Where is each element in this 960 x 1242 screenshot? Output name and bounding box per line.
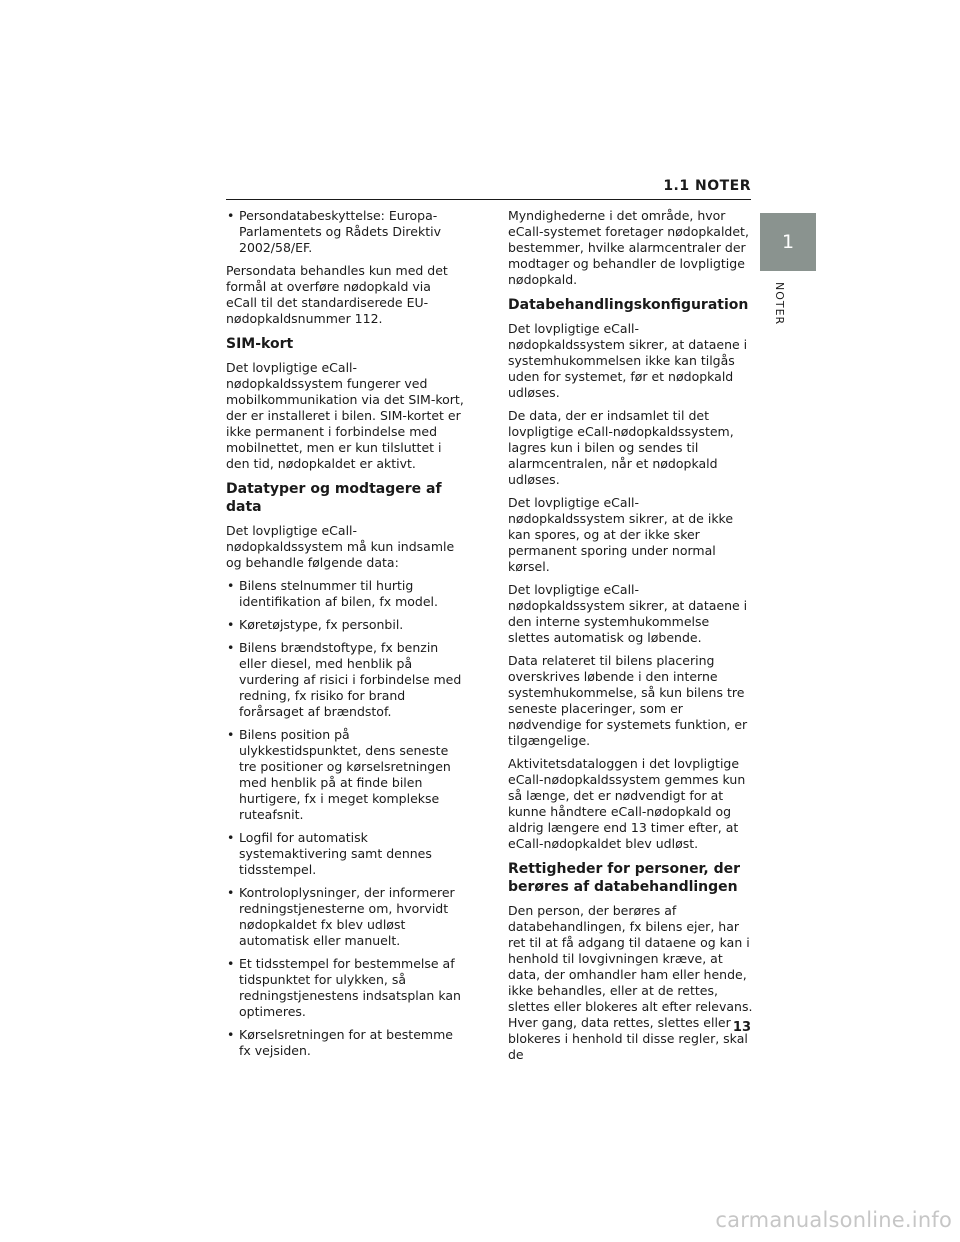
paragraph: Persondata behandles kun med det formål at overføre nødopkald via eCall til det standardiserede EU-nødopkaldsnummer 112. xyxy=(226,263,448,326)
paragraph: Myndighederne i det område, hvor eCall-systemet foretager nødopkaldet, bestemmer, hvilke alarmcentraler der modtager og behandler de lovpligtige nødopkald. xyxy=(508,208,749,287)
right-column xyxy=(508,208,754,1070)
paragraph: Det lovpligtige eCall-nødopkaldssystem må kun indsamle og behandle følgende data: xyxy=(226,523,455,570)
list-item: • Bilens brændstoftype, fx benzin eller diesel, med henblik på vurdering af risici i forbindelse med redning, fx risiko for brand forårsaget af brændstof. xyxy=(226,640,464,720)
list-item: • Bilens position på ulykkestidspunktet, dens seneste tre positioner og kørselsretningen med henblik på at finde bilen hurtigere, fx i meget komplekse ruteafsnit. xyxy=(226,727,464,823)
chapter-label: NOTER xyxy=(773,282,786,326)
heading-data-types: Datatyper og modtagere af data xyxy=(226,481,442,515)
list-item: • Køretøjstype, fx personbil. xyxy=(226,617,464,633)
section-title: 1.1 NOTER xyxy=(663,178,751,194)
page-number: 13 xyxy=(732,1020,751,1035)
top-bullet-list xyxy=(226,208,464,256)
paragraph: Det lovpligtige eCall-nødopkaldssystem sikrer, at dataene i systemhukommelsen ikke kan tilgås uden for systemet, før et nødopkald udløses. xyxy=(508,321,748,400)
data-types-list xyxy=(226,578,464,1059)
chapter-tab xyxy=(760,213,816,271)
paragraph: Det lovpligtige eCall-nødopkaldssystem fungerer ved mobilkommunikation via det SIM-kort, der er installeret i bilen. SIM-kortet er ikke permanent i forbindelse med mobilnettet, men er kun tilsluttet i den tid, nødopkaldet er aktivt. xyxy=(226,360,464,471)
paragraph: De data, der er indsamlet til det lovpligtige eCall-nødopkaldssystem, lagres kun i bilen og sendes til alarmcentralen, når et nødopkald udløses. xyxy=(508,408,734,487)
list-item: • Bilens stelnummer til hurtig identifikation af bilen, fx model. xyxy=(226,578,464,610)
paragraph: Aktivitetsdataloggen i det lovpligtige eCall-nødopkaldssystem gemmes kun så længe, det er nødvendigt for at kunne håndtere eCall-nødopkald og aldrig længere end 13 timer efter, at eCall-nødopkaldet blev udløst. xyxy=(508,756,746,851)
header-divider xyxy=(226,199,751,200)
list-item: • Logfil for automatisk systemaktivering samt dennes tidsstempel. xyxy=(226,830,464,878)
heading-rights: Rettigheder for personer, der berøres af databehandlingen xyxy=(508,861,741,895)
paragraph: Den person, der berøres af databehandlingen, fx bilens ejer, har ret til at få adgang til dataene og kan i henhold til lovgivningen kræve, at data, der omhandler ham eller hende, ikke behandles, eller at de rettes, slettes eller blokeres alt efter relevans. Hver gang, data rettes, slettes eller blokeres i henhold til disse regler, skal de xyxy=(508,903,753,1062)
paragraph: Data relateret til bilens placering overskrives løbende i den interne systemhukommelse, så kun bilens tre seneste placeringer, som er nødvendige for systemets funktion, er tilgængelige. xyxy=(508,653,748,748)
heading-data-processing-config: Databehandlingskonfiguration xyxy=(508,297,749,313)
list-item: • Et tidsstempel for bestemmelse af tidspunktet for ulykken, så redningstjenestens indsatsplan kan optimeres. xyxy=(226,956,464,1020)
paragraph: Det lovpligtige eCall-nødopkaldssystem sikrer, at dataene i den interne systemhukommelse slettes automatisk og løbende. xyxy=(508,582,748,645)
heading-sim-card: SIM-kort xyxy=(226,336,294,352)
watermark: carmanualsonline.info xyxy=(715,1208,952,1232)
list-item: • Kontroloplysninger, der informerer redningstjenesterne om, hvorvidt nødopkaldet fx blev udløst automatisk eller manuelt. xyxy=(226,885,464,949)
paragraph: Det lovpligtige eCall-nødopkaldssystem sikrer, at de ikke kan spores, og at der ikke sker permanent sporing under normal kørsel. xyxy=(508,495,734,574)
list-item: • Persondatabeskyttelse: Europa-Parlamentets og Rådets Direktiv 2002/58/EF. xyxy=(226,208,464,256)
list-item: • Kørselsretningen for at bestemme fx vejsiden. xyxy=(226,1027,464,1059)
chapter-number: 1 xyxy=(781,231,795,253)
left-column xyxy=(226,208,464,1066)
